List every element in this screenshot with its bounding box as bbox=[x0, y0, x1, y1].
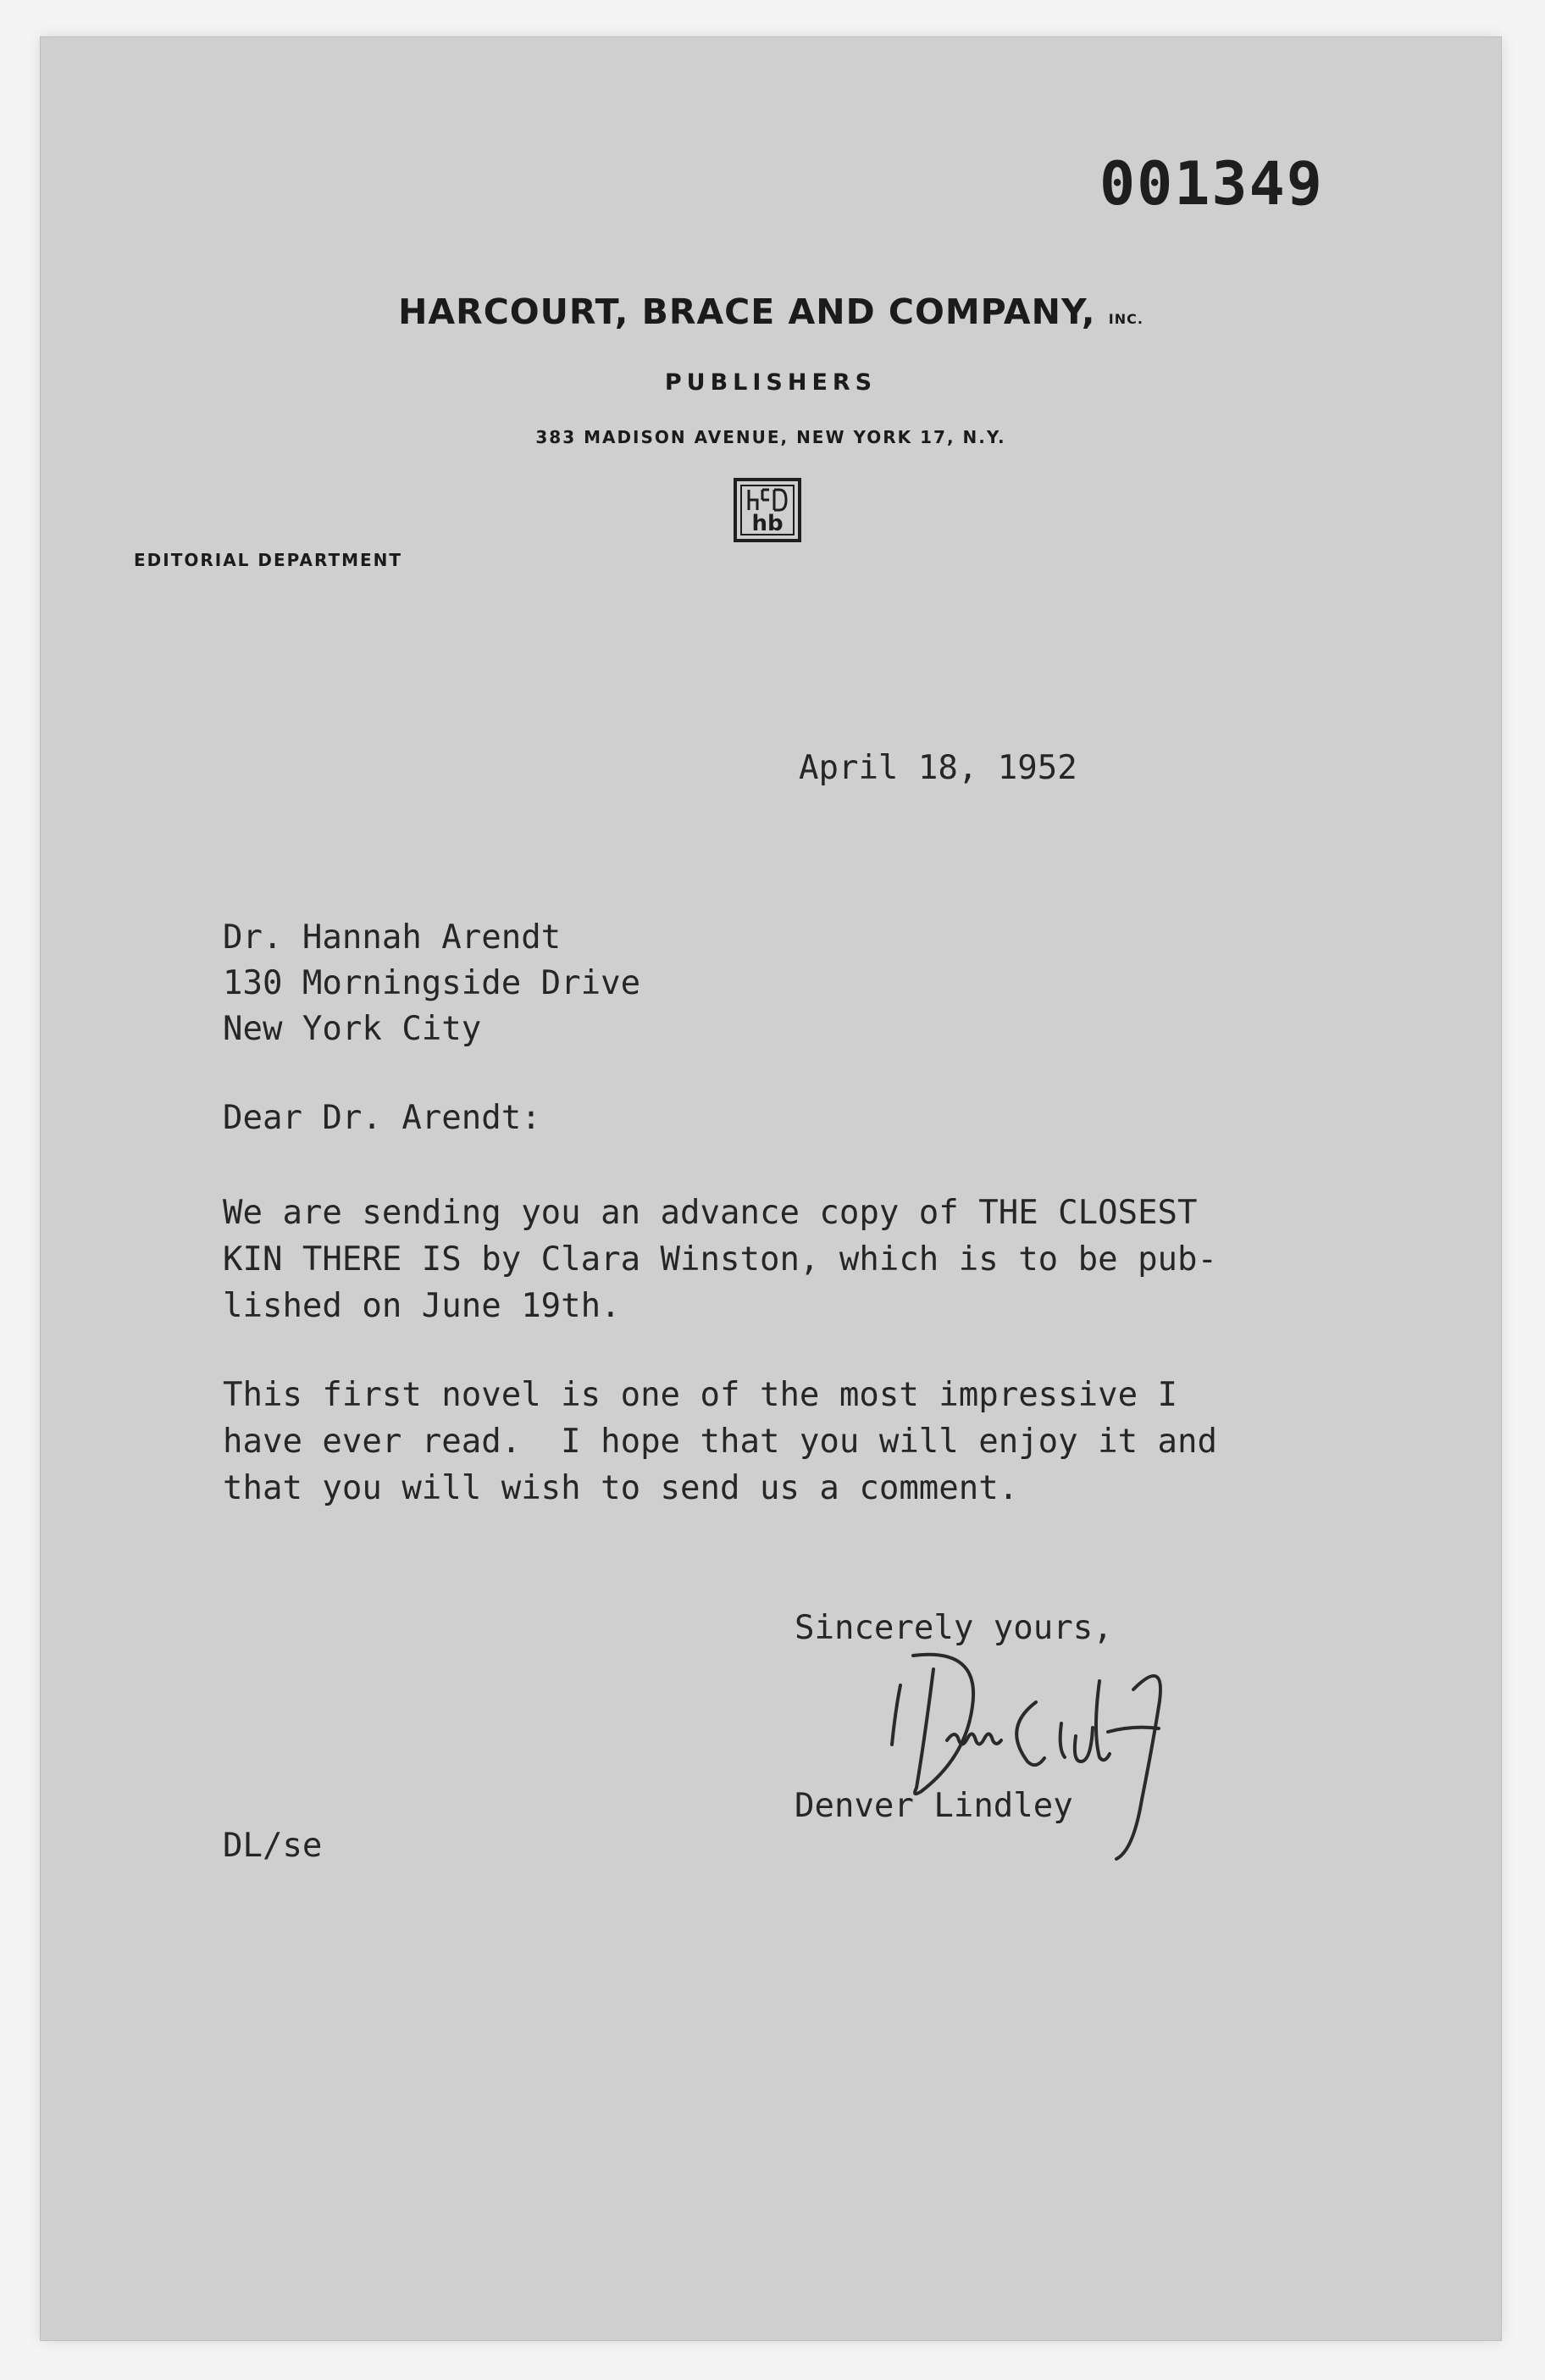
company-suffix: INC. bbox=[1108, 311, 1144, 327]
salutation: Dear Dr. Arendt: bbox=[223, 1099, 541, 1137]
logo-letters: hb bbox=[751, 511, 784, 536]
closing: Sincerely yours, bbox=[795, 1609, 1113, 1647]
publisher-logo bbox=[734, 478, 801, 542]
recipient-city: New York City bbox=[223, 1010, 482, 1048]
body-paragraph-1-line: KIN THERE IS by Clara Winston, which is to be pub- bbox=[223, 1240, 1217, 1279]
serial-number: 001349 bbox=[1099, 149, 1324, 219]
recipient-street: 130 Morningside Drive bbox=[223, 964, 641, 1002]
signer-name: Denver Lindley bbox=[795, 1787, 1073, 1825]
letter-date: April 18, 1952 bbox=[799, 749, 1077, 787]
body-paragraph-1-line: We are sending you an advance copy of THE CLOSEST bbox=[223, 1194, 1198, 1232]
department-label: EDITORIAL DEPARTMENT bbox=[134, 550, 403, 570]
letterhead-company bbox=[41, 291, 1501, 332]
body-paragraph-1-line: lished on June 19th. bbox=[223, 1287, 621, 1325]
letterhead-division: PUBLISHERS bbox=[664, 369, 878, 396]
body-paragraph-2-line: that you will wish to send us a comment. bbox=[223, 1469, 1019, 1507]
letterhead-address: 383 MADISON AVENUE, NEW YORK 17, N.Y. bbox=[535, 427, 1006, 447]
handwritten-signature bbox=[854, 1630, 1218, 1867]
reference-initials: DL/se bbox=[223, 1827, 323, 1865]
body-paragraph-2-line: have ever read. I hope that you will enjoy it and bbox=[223, 1423, 1217, 1461]
company-name: HARCOURT, BRACE AND COMPANY, bbox=[398, 291, 1096, 332]
body-paragraph-2-line: This first novel is one of the most impressive I bbox=[223, 1376, 1178, 1414]
letter-page bbox=[41, 37, 1501, 2340]
recipient-name: Dr. Hannah Arendt bbox=[223, 918, 562, 957]
